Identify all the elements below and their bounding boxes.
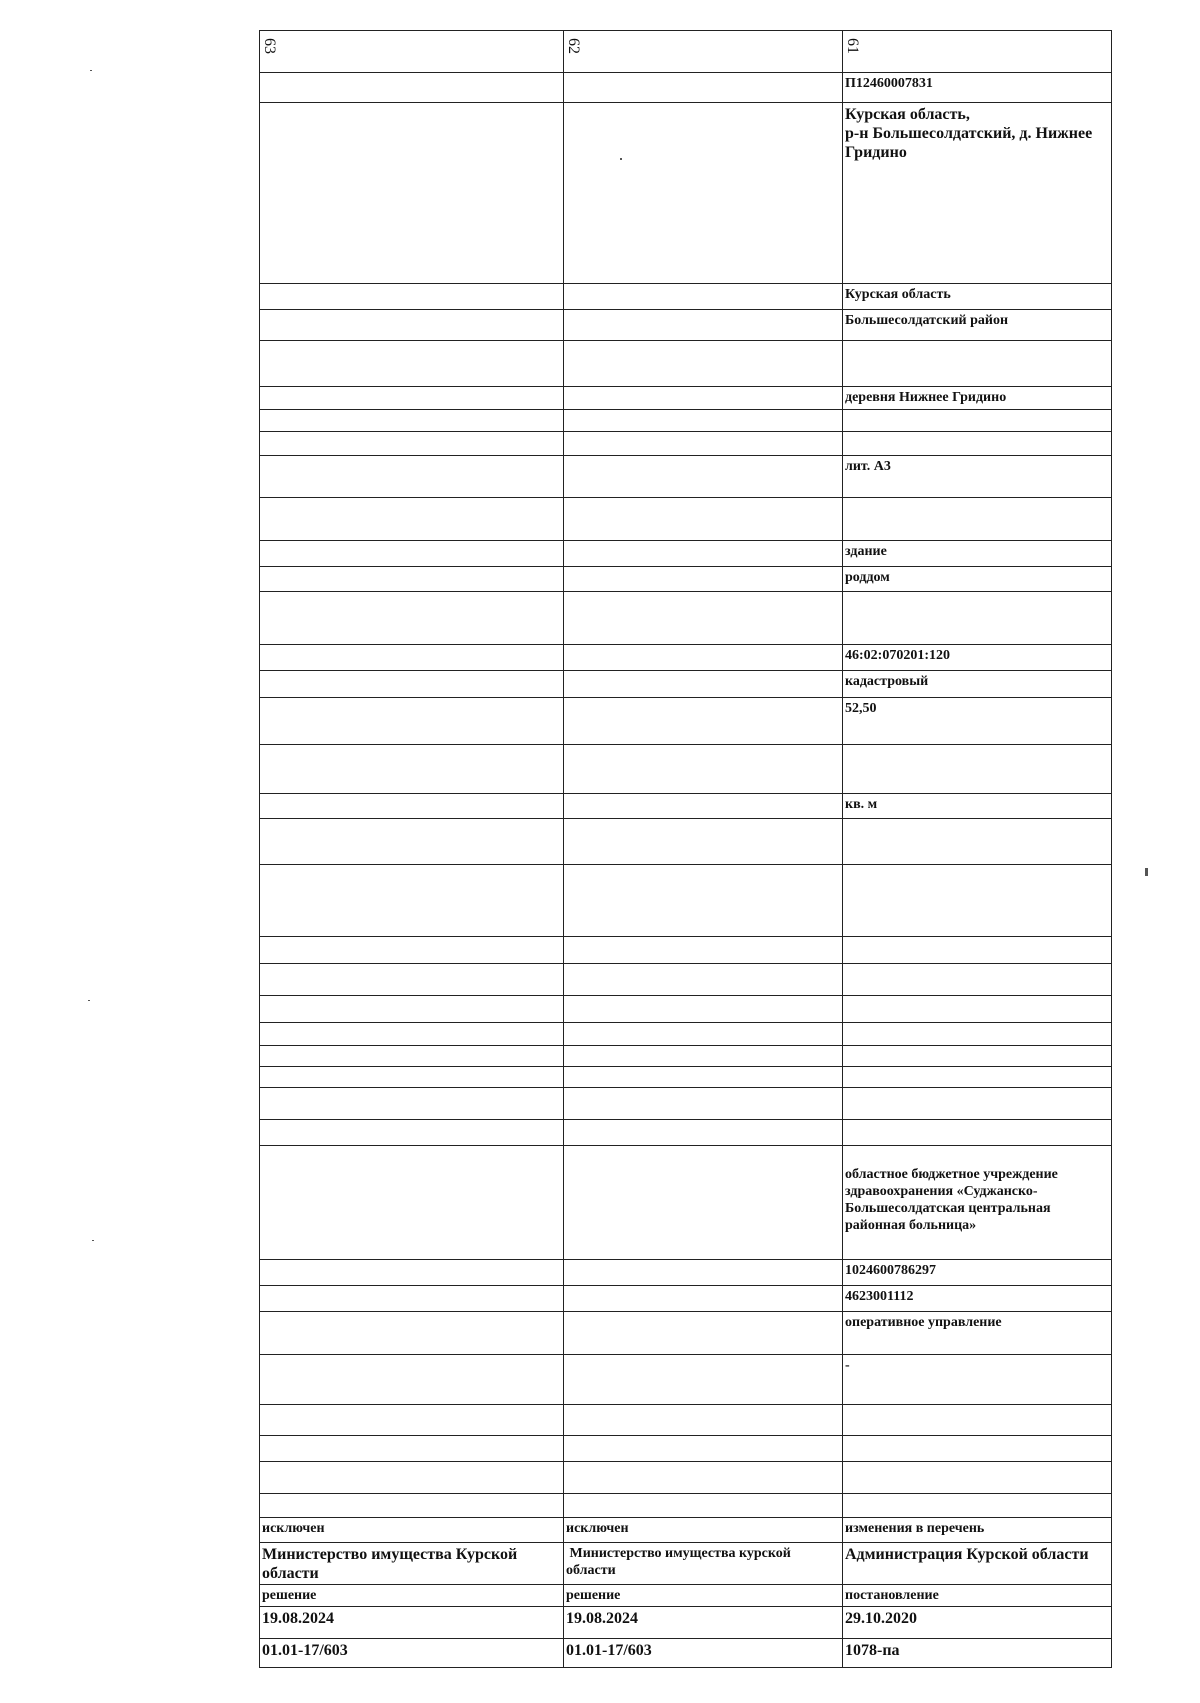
address-cell [843, 103, 1112, 284]
date-cell-61: 29.10.2020 [843, 1607, 1112, 1639]
table-cell [260, 387, 564, 410]
table-cell [260, 1405, 564, 1436]
table-cell [260, 341, 564, 387]
region-cell: Курская область [843, 284, 1112, 310]
table-cell [564, 671, 843, 698]
cadastral-number-cell: 46:02:070201:120 [843, 645, 1112, 671]
authority-cell-62: Министерство имущества курской области [564, 1543, 843, 1585]
table-cell [564, 456, 843, 498]
district-cell: Большесолдатский район [843, 310, 1112, 341]
table-cell [260, 541, 564, 567]
number-type-cell: кадастровый [843, 671, 1112, 698]
table-row [260, 865, 1112, 937]
table-cell [260, 456, 564, 498]
table-cell [564, 794, 843, 819]
column-number-63: 63 [260, 31, 564, 73]
date-row [260, 1607, 1112, 1639]
table-row [260, 387, 1112, 410]
table-cell [564, 592, 843, 645]
column-number-61: 61 [843, 31, 1112, 73]
table-cell [564, 819, 843, 865]
table-cell [260, 1355, 564, 1405]
table-row [260, 937, 1112, 964]
ogrn-cell: 1024600786297 [843, 1260, 1112, 1286]
table-cell [260, 937, 564, 964]
doc-number-cell-61: 1078-па [843, 1639, 1112, 1668]
table-row [260, 671, 1112, 698]
table-row [260, 1436, 1112, 1462]
table-cell [564, 1046, 843, 1067]
table-cell [564, 1088, 843, 1120]
table-row [260, 1355, 1112, 1405]
authority-cell-63: Министерство имущества Курской области [260, 1543, 564, 1585]
table-cell [564, 1146, 843, 1260]
table-cell [260, 1067, 564, 1088]
table-cell [260, 1494, 564, 1518]
dash-cell: - [843, 1355, 1112, 1405]
date-cell-63: 19.08.2024 [260, 1607, 564, 1639]
table-cell [260, 73, 564, 103]
table-row [260, 73, 1112, 103]
table-row [260, 592, 1112, 645]
table-cell [260, 671, 564, 698]
table-row [260, 1286, 1112, 1312]
table-cell [843, 1067, 1112, 1088]
table-cell [260, 745, 564, 794]
table-cell [260, 1312, 564, 1355]
table-cell [260, 103, 564, 284]
table-cell [260, 1462, 564, 1494]
table-cell [260, 1120, 564, 1146]
table-row [260, 310, 1112, 341]
scan-speck [92, 1240, 94, 1241]
table-row [260, 410, 1112, 432]
area-unit-cell: кв. м [843, 794, 1112, 819]
scan-speck [88, 1000, 90, 1001]
table-row [260, 698, 1112, 745]
doc-number-row [260, 1639, 1112, 1668]
scan-speck [1145, 868, 1148, 876]
table-cell [260, 498, 564, 541]
doc-type-cell-63: решение [260, 1585, 564, 1607]
table-cell [260, 865, 564, 937]
table-cell [564, 284, 843, 310]
holder-name-text: областное бюджетное учреждение здравоохранения «Суджанско-Большесолдатская центральная районная больница» [845, 1167, 1058, 1233]
date-cell-62: 19.08.2024 [564, 1607, 843, 1639]
column-number-row [260, 31, 1112, 73]
authority-cell-61: Администрация Курской области [843, 1543, 1112, 1585]
table-cell [260, 1286, 564, 1312]
table-cell [843, 865, 1112, 937]
object-name-cell: роддом [843, 567, 1112, 592]
table-cell [564, 1462, 843, 1494]
table-row [260, 1067, 1112, 1088]
doc-number-cell-62: 01.01-17/603 [564, 1639, 843, 1668]
table-cell [843, 592, 1112, 645]
table-cell [260, 794, 564, 819]
status-row [260, 1518, 1112, 1543]
area-value-cell: 52,50 [843, 698, 1112, 745]
table-row [260, 1312, 1112, 1355]
table-cell [843, 996, 1112, 1023]
table-cell [564, 1436, 843, 1462]
table-cell [843, 1494, 1112, 1518]
table-cell [843, 745, 1112, 794]
table-cell [564, 498, 843, 541]
right-type-cell: оперативное управление [843, 1312, 1112, 1355]
table-cell [260, 1146, 564, 1260]
table-cell [260, 1046, 564, 1067]
table-cell [843, 1405, 1112, 1436]
table-cell [564, 937, 843, 964]
table-cell [564, 1120, 843, 1146]
table-cell [260, 310, 564, 341]
scan-speck [90, 70, 92, 71]
table-cell [564, 1023, 843, 1046]
table-row [260, 1260, 1112, 1286]
table-cell [260, 645, 564, 671]
table-cell [564, 1494, 843, 1518]
table-row [260, 794, 1112, 819]
table-cell [564, 567, 843, 592]
table-cell [564, 103, 843, 284]
table-row [260, 1046, 1112, 1067]
address-text: Курская область, р-н Большесолдатский, д. Нижнее Гридино [845, 106, 1093, 161]
doc-type-row [260, 1585, 1112, 1607]
holder-name-cell [843, 1146, 1112, 1260]
table-cell [564, 745, 843, 794]
table-cell [260, 1260, 564, 1286]
table-cell [260, 567, 564, 592]
table-cell [564, 964, 843, 996]
table-row [260, 1405, 1112, 1436]
table-cell [843, 1436, 1112, 1462]
table-row [260, 1462, 1112, 1494]
settlement-cell: деревня Нижнее Гридино [843, 387, 1112, 410]
table-row [260, 1494, 1112, 1518]
inn-cell: 4623001112 [843, 1286, 1112, 1312]
letter-cell: лит. А3 [843, 456, 1112, 498]
table-row [260, 1146, 1112, 1260]
table-cell [564, 865, 843, 937]
table-cell [843, 819, 1112, 865]
status-cell-63: исключен [260, 1518, 564, 1543]
table-cell [843, 341, 1112, 387]
table-cell [260, 1088, 564, 1120]
object-type-cell: здание [843, 541, 1112, 567]
table-row [260, 341, 1112, 387]
table-cell [564, 432, 843, 456]
table-cell [564, 698, 843, 745]
table-cell [260, 410, 564, 432]
register-table [259, 30, 1112, 1668]
table-cell [564, 310, 843, 341]
table-row [260, 567, 1112, 592]
registry-number-cell: П12460007831 [843, 73, 1112, 103]
table-cell [843, 964, 1112, 996]
table-cell [564, 645, 843, 671]
table-cell [260, 698, 564, 745]
doc-type-cell-62: решение [564, 1585, 843, 1607]
table-row [260, 1023, 1112, 1046]
table-cell [260, 964, 564, 996]
table-cell [564, 1405, 843, 1436]
table-row [260, 541, 1112, 567]
authority-row [260, 1543, 1112, 1585]
table-row [260, 819, 1112, 865]
table-cell [843, 1120, 1112, 1146]
table-cell [843, 1088, 1112, 1120]
doc-number-cell-63: 01.01-17/603 [260, 1639, 564, 1668]
table-cell [843, 1023, 1112, 1046]
table-cell [260, 819, 564, 865]
table-cell [564, 73, 843, 103]
table-cell [564, 1067, 843, 1088]
table-cell [564, 541, 843, 567]
table-cell [843, 498, 1112, 541]
table-row [260, 284, 1112, 310]
table-row [260, 103, 1112, 284]
table-row [260, 964, 1112, 996]
table-cell [564, 1260, 843, 1286]
table-cell [260, 996, 564, 1023]
table-row [260, 1120, 1112, 1146]
status-cell-62: исключен [564, 1518, 843, 1543]
table-cell [260, 1023, 564, 1046]
table-row [260, 498, 1112, 541]
table-cell [843, 1462, 1112, 1494]
table-cell [260, 592, 564, 645]
table-cell [564, 341, 843, 387]
column-number-62: 62 [564, 31, 843, 73]
table-row [260, 456, 1112, 498]
table-cell [260, 432, 564, 456]
table-cell [843, 937, 1112, 964]
table-cell [260, 284, 564, 310]
status-cell-61: изменения в перечень [843, 1518, 1112, 1543]
table-cell [564, 1286, 843, 1312]
table-cell [843, 432, 1112, 456]
table-cell [564, 1355, 843, 1405]
table-cell [564, 410, 843, 432]
table-row [260, 745, 1112, 794]
scan-speck [620, 158, 622, 160]
doc-type-cell-61: постановление [843, 1585, 1112, 1607]
table-row [260, 645, 1112, 671]
table-row [260, 432, 1112, 456]
table-row [260, 996, 1112, 1023]
table-cell [843, 1046, 1112, 1067]
table-cell [564, 996, 843, 1023]
table-cell [564, 387, 843, 410]
table-cell [843, 410, 1112, 432]
table-row [260, 1088, 1112, 1120]
table-cell [564, 1312, 843, 1355]
table-cell [260, 1436, 564, 1462]
